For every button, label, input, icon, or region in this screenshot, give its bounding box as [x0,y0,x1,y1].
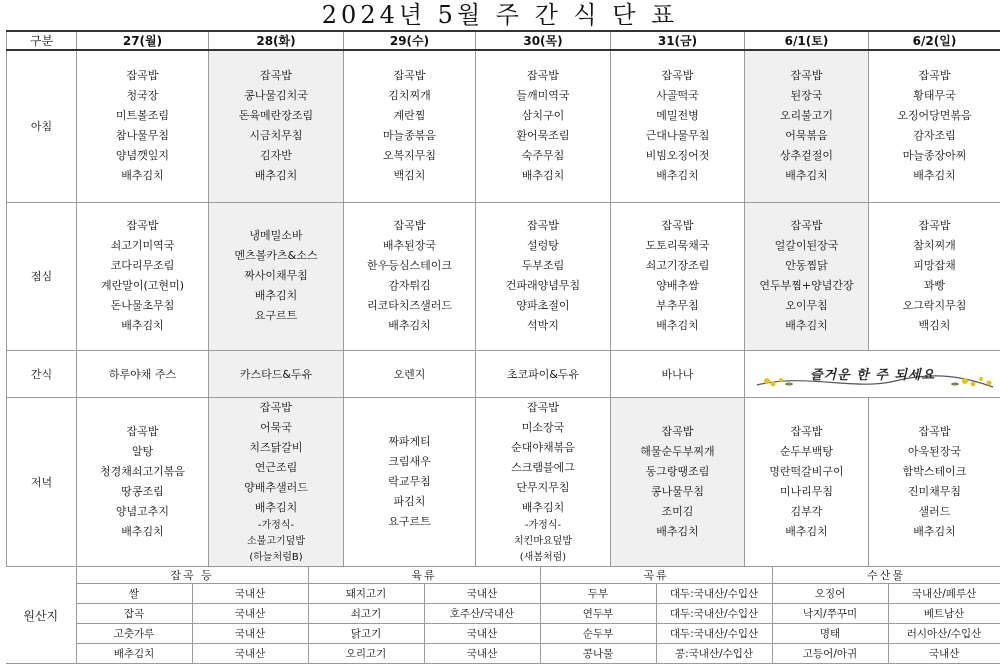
menu-item: 도토리묵채국 [645,239,710,252]
menu-item: 배추김치 [121,169,164,183]
menu-item: 순두부백탕 [779,444,834,458]
menu-item: 연근조림 [254,460,298,474]
snack-cell: 초코파이&두유 [476,350,611,397]
menu-item: 잡곡밥 [527,219,559,232]
menu-item: 김치찌개 [388,89,431,103]
origin-value: 국내산 [192,624,308,644]
menu-item: 잡곡밥 [126,69,159,83]
banner-text: 즐거운 한 주 되세요 [809,368,936,383]
origin-value: 국내산 [424,584,540,604]
menu-item: 연두부찜+양념간장 [759,279,854,292]
origin-item: 쌀 [76,584,192,604]
day-header: 6/2(일) [869,31,1000,50]
day-header: 6/1(토) [745,31,869,50]
menu-item: 김자반 [260,149,292,163]
menu-item: 배추김치 [388,319,431,332]
menu-item: 계란말이(고현미) [101,279,184,292]
menu-item: 리코타치즈샐러드 [366,299,452,312]
origin-value: 호주산/국내산 [424,604,540,624]
header-row [7,31,1000,50]
origin-value: 콩:국내산/수입산 [656,644,772,664]
menu-item: 오징어당면볶음 [897,109,972,123]
snack-cell: 오렌지 [344,350,476,397]
page-title: 2024년 5월 주 간 식 단 표 [321,1,679,29]
menu-table [6,30,1000,567]
day-header: 28(화) [209,31,344,50]
menu-item: 백김치 [393,169,426,183]
menu-item: 잡곡밥 [918,219,951,232]
origin-row [6,644,1000,664]
origin-item: 잡곡 [76,604,192,624]
menu-item: 잡곡밥 [790,424,823,438]
menu-item: 환어묵조림 [516,129,570,143]
origin-category: 육류 [308,567,540,584]
origin-row [6,604,1000,624]
menu-item: 잡곡밥 [393,69,426,83]
menu-cell [209,202,344,350]
menu-item: 피망잡채 [913,259,956,272]
menu-cell [344,202,476,350]
menu-item: 배추김치 [521,500,565,514]
menu-item: 얼갈이된장국 [774,239,839,252]
menu-item: 잡곡밥 [393,219,426,232]
menu-item: 돈나물초무침 [110,299,175,312]
menu-item: 치즈닭갈비 [249,440,303,454]
origin-label: 원산지 [6,567,76,664]
menu-cell [476,50,611,202]
origin-item: 명태 [772,624,888,644]
menu-item: 오그락지무침 [902,299,967,312]
menu-item: 참치찌개 [913,239,956,252]
menu-item: 오리불고기 [779,109,834,123]
menu-item: 쇠고기장조림 [645,259,710,272]
menu-item: 잡곡밥 [918,424,951,438]
origin-item: 닭고기 [308,624,424,644]
menu-item: 배추김치 [785,319,828,332]
origin-category: 수산물 [772,567,1000,584]
origin-item: 돼지고기 [308,584,424,604]
menu-item: 잡곡밥 [126,424,159,438]
origin-value: 국내산 [424,644,540,664]
menu-item: 감자조림 [913,129,956,143]
menu-item: 김부각 [790,504,823,518]
menu-cell [745,202,869,350]
menu-item: 숙주무침 [521,149,565,163]
menu-item: 샐러드 [918,504,951,518]
menu-item: 청경채쇠고기볶음 [99,464,185,478]
menu-item: 잡곡밥 [661,219,694,232]
greeting-banner [745,350,1000,397]
menu-cell [344,50,476,202]
menu-item: 콩나물무침 [650,484,705,498]
menu-item: 코다리무조림 [110,259,175,272]
menu-item: 멘츠볼카츠&소스 [234,249,318,262]
lunch-row [7,202,1000,350]
snack-cell: 바나나 [611,350,745,397]
menu-item: 시금치무침 [249,129,303,143]
menu-cell [611,202,745,350]
menu-item: 배추김치 [121,319,164,332]
origin-item: 오리고기 [308,644,424,664]
menu-item: 상추겉절이 [779,149,834,163]
menu-item: 잡곡밥 [661,69,694,83]
menu-item: 알탕 [131,444,154,458]
menu-item: 잡곡밥 [260,400,292,414]
menu-cell [209,50,344,202]
origin-value: 국내산 [192,584,308,604]
menu-item: 꽈빵 [923,279,946,292]
menu-item: 설렁탕 [527,239,559,252]
meal-label: 점심 [7,202,77,350]
menu-item: 명란떡갈비구이 [769,464,844,478]
origin-item: 오징어 [772,584,888,604]
menu-item: 잡곡밥 [527,400,559,414]
menu-item: 배추김치 [254,500,298,514]
menu-item: 잡곡밥 [260,69,292,83]
origin-value: 대두:국내산/수입산 [656,604,772,624]
menu-item: 쇠고기미역국 [110,239,175,252]
menu-cell [869,397,1000,566]
menu-item: 치킨마요덮밥 [514,535,572,547]
menu-item: 양념깻잎지 [115,149,170,163]
origin-value: 국내산 [888,644,1000,664]
menu-item: 안동찜닭 [785,259,828,272]
menu-item: 마늘종볶음 [382,129,437,143]
menu-item: 잡곡밥 [661,424,694,438]
menu-item: 참나물무침 [115,129,170,143]
menu-item: 배추김치 [785,524,828,538]
menu-item: 계란찜 [393,109,426,123]
menu-item: 아욱된장국 [907,444,962,458]
menu-item: 어묵볶음 [785,129,828,143]
menu-item: 순대야채볶음 [511,440,575,454]
origin-item: 두부 [540,584,656,604]
menu-cell [745,50,869,202]
menu-item: -가정식- [524,519,562,531]
origin-table [6,566,1000,664]
menu-item: 크림새우 [388,454,431,468]
origin-value: 국내산/페루산 [888,584,1000,604]
menu-item: 배추김치 [254,169,298,183]
menu-cell [476,202,611,350]
menu-item: 미나리무침 [779,484,834,498]
menu-item: 황태무국 [913,89,956,103]
origin-value: 대두:국내산/수입산 [656,624,772,644]
menu-item: 짜사이채무침 [244,269,308,282]
menu-cell [869,202,1000,350]
menu-item: 배추된장국 [382,239,437,252]
menu-item: 두부조림 [521,259,565,272]
meal-label: 간식 [7,350,77,397]
menu-item: 배추김치 [656,319,699,332]
snack-cell: 하루야채 주스 [77,350,209,397]
menu-item: 파김치 [393,494,426,508]
menu-item: 미소장국 [521,420,565,434]
origin-category: 곡류 [540,567,772,584]
menu-cell [745,397,869,566]
menu-item: 스크램블에그 [511,460,575,474]
menu-item: 함박스테이크 [902,464,967,478]
menu-item: 잡곡밥 [527,69,559,83]
menu-item: 오복지무침 [382,149,437,163]
menu-item: 소불고기덮밥 [247,535,305,547]
menu-item: 락교무침 [388,474,431,488]
menu-item: 부추무침 [656,299,699,312]
origin-item: 배추김치 [76,644,192,664]
menu-item: 배추김치 [656,524,699,538]
menu-item: 요구르트 [388,514,431,528]
menu-item: 한우등심스테이크 [366,259,452,272]
menu-item: 땅콩조림 [121,484,164,498]
menu-item: 마늘종장아찌 [902,149,967,163]
menu-item: 요구르트 [254,309,298,322]
menu-item: 감자튀김 [388,279,431,292]
origin-value: 국내산 [192,604,308,624]
meal-label: 저녁 [7,397,77,566]
menu-cell [77,202,209,350]
dinner-row [7,397,1000,566]
menu-item: 양파초절이 [516,299,570,312]
menu-item: 배추김치 [656,169,699,183]
origin-row [6,624,1000,644]
menu-item: 배추김치 [521,169,565,183]
menu-cell [869,50,1000,202]
menu-item: 들깨미역국 [516,89,570,103]
origin-value: 국내산 [192,644,308,664]
menu-item: 짜파게티 [388,434,431,448]
menu-cell [209,397,344,566]
menu-item: 삼치구이 [521,109,565,123]
menu-cell [344,397,476,566]
origin-item: 쇠고기 [308,604,424,624]
menu-item: 비빔오징어젓 [645,149,710,163]
menu-item: 해물순두부찌개 [640,444,715,458]
menu-item: 메밀전병 [656,109,699,123]
origin-category: 잡곡 등 [76,567,308,584]
menu-item: 근대나물무침 [645,129,710,143]
origin-item: 연두부 [540,604,656,624]
origin-item: 고춧가루 [76,624,192,644]
menu-item: 배추김치 [121,524,164,538]
menu-item: 석박지 [527,319,559,332]
menu-item: 오이무침 [785,299,828,312]
meal-label: 아침 [7,50,77,202]
menu-cell [611,397,745,566]
day-header: 27(월) [77,31,209,50]
day-header: 31(금) [611,31,745,50]
menu-item: 어묵국 [260,420,292,434]
origin-value: 대두:국내산/수입산 [656,584,772,604]
menu-item: 잡곡밥 [790,69,823,83]
menu-item: 단무지무침 [516,480,570,494]
menu-item: 백김치 [918,319,951,332]
menu-item: 건파래양념무침 [505,279,581,292]
origin-item: 콩나물 [540,644,656,664]
snack-cell: 카스타드&두유 [209,350,344,397]
menu-item: 콩나물김치국 [244,89,308,103]
snack-row [7,350,1000,397]
menu-item: 사골떡국 [656,89,699,103]
menu-item: 진미채무침 [907,484,962,498]
menu-cell [476,397,611,566]
menu-item: 미트볼조림 [115,109,170,123]
menu-item: (새봄처럼) [519,551,567,563]
menu-item: 조미김 [661,504,694,518]
breakfast-row [7,50,1000,202]
menu-item: 돈육메란장조림 [238,109,314,123]
menu-item: 배추김치 [785,169,828,183]
menu-item: 양배추쌈 [656,279,699,292]
menu-item: 배추김치 [913,169,956,183]
origin-value: 국내산 [424,624,540,644]
menu-item: -가정식- [257,519,295,531]
menu-item: (하늘처럼B) [249,551,303,563]
origin-item: 낙지/쭈꾸미 [772,604,888,624]
menu-item: 냉메밀소바 [249,229,303,242]
menu-item: 배추김치 [913,524,956,538]
origin-item: 고등어/아귀 [772,644,888,664]
origin-category-row [6,567,1000,584]
menu-item: 배추김치 [254,289,298,302]
origin-value: 베트남산 [888,604,1000,624]
day-header: 29(수) [344,31,476,50]
menu-item: 잡곡밥 [918,69,951,83]
menu-cell [77,397,209,566]
origin-value: 러시아산/수입산 [888,624,1000,644]
menu-item: 청국장 [126,89,159,103]
menu-item: 양배추샐러드 [244,480,308,494]
header-label: 구분 [7,31,77,50]
menu-item: 동그랑땡조림 [645,464,710,478]
origin-item: 순두부 [540,624,656,644]
menu-cell [611,50,745,202]
day-header: 30(목) [476,31,611,50]
menu-item: 잡곡밥 [126,219,159,232]
menu-item: 된장국 [790,89,823,103]
menu-item: 양념고추지 [115,504,170,518]
menu-cell [77,50,209,202]
origin-row [6,584,1000,604]
menu-item: 잡곡밥 [790,219,823,232]
